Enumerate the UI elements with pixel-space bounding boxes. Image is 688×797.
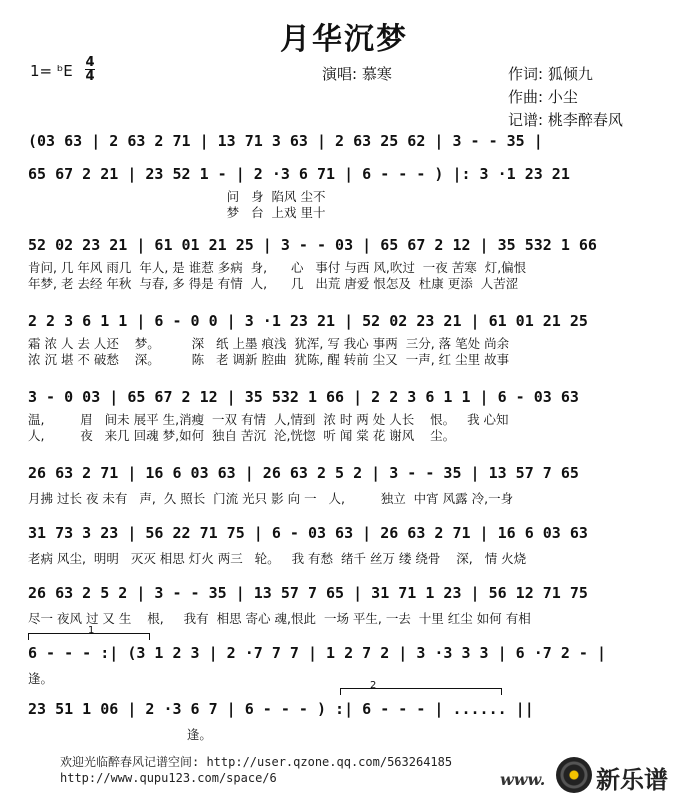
score-line (28, 642, 678, 687)
lyricist-credit: 作词: 狐倾九 (508, 65, 593, 83)
volta-1-label: 1 (88, 625, 95, 636)
lyric-verse-2: 年梦, 老 去经 年秋 与春, 多 得是 有情 人, 几 出荒 唐爱 恨怎及 杜康 更添 人苦涩 (28, 276, 519, 291)
lyric-verse-1: 月拂 过长 夜 未有 声, 久 照长 门流 光只 影 向 一 人, 独立 中宵 风露 冷,一身 (28, 491, 514, 506)
lyric-verse-1: 肯问, 几 年风 雨几 年人, 是 谁惹 多病 身, 心 事付 与西 风,吹过 一夜 苦寒 灯,偏恨 (28, 260, 527, 275)
time-signature-bottom: 4 (85, 69, 95, 84)
notation-row: 31 73 3 23 | 56 22 71 75 | 6 - 03 63 | 26 63 2 71 | 16 6 03 63 (28, 524, 588, 542)
volta-2-label: 2 (370, 680, 377, 691)
performer-credit: 演唱: 慕寒 (322, 65, 392, 83)
time-signature-top: 4 (85, 55, 95, 70)
lyric-verse-1: 逢。 (28, 671, 54, 686)
notation-row: (03 63 | 2 63 2 71 | 13 71 3 63 | 2 63 25 62 | 3 - - 35 | (28, 132, 543, 150)
lyric-verse-2: 梦 台 上戏 里十 (28, 205, 326, 220)
notation-row: 6 - - - :| (3 1 2 3 | 2 ·7 7 7 | 1 2 7 2 | 3 ·3 3 3 | 6 ·7 2 - | (28, 644, 606, 662)
watermark-www: www. (500, 770, 546, 789)
notation-row: 65 67 2 21 | 23 52 1 - | 2 ·3 6 71 | 6 - - - ) |: 3 ·1 23 21 (28, 165, 570, 183)
lyric-verse-1: 问 身 陷风 尘不 (28, 189, 326, 204)
lyric-verse-1: 温, 眉 间未 展平 生,消瘦 一双 有情 人,情到 浓 时 两 处 人长 恨。 我 心知 (28, 412, 509, 427)
notation-row: 26 63 2 5 2 | 3 - - 35 | 13 57 7 65 | 31 71 1 23 | 56 12 71 75 (28, 584, 588, 602)
notation-row: 52 02 23 21 | 61 01 21 25 | 3 - - 03 | 65 67 2 12 | 35 532 1 66 (28, 236, 597, 254)
lyric-verse-1: 逢。 (28, 727, 212, 742)
watermark-site-name: 新乐谱 (596, 766, 668, 794)
score-line (28, 386, 678, 446)
lyric-verse-1: 尽一 夜风 过 又 生 根, 我有 相思 寄心 魂,恨此 一场 平生, 一去 十里 红尘 如何 有相 (28, 611, 531, 626)
footer-qzone-link[interactable]: 欢迎光临醉春风记谱空间: http://user.qzone.qq.com/563264185 (60, 755, 453, 769)
score-line (28, 462, 678, 507)
composer-credit: 作曲: 小尘 (508, 88, 578, 106)
footer-qupu-link[interactable]: http://www.qupu123.com/space/6 (60, 771, 277, 785)
music-disc-icon (556, 757, 592, 793)
notation-row: 26 63 2 71 | 16 6 03 63 | 26 63 2 5 2 | 3 - - 35 | 13 57 7 65 (28, 464, 579, 482)
score-line (28, 234, 678, 294)
key-signature: 1= ᵇE (30, 62, 73, 80)
score-line (28, 582, 678, 627)
lyric-verse-1: 霜 浓 人 去 人还 梦。 深 纸 上墨 痕浅 犹浑, 写 我心 事两 三分, 落 笔处 尚余 (28, 336, 510, 351)
score-line (28, 310, 678, 370)
notation-row: 2 2 3 6 1 1 | 6 - 0 0 | 3 ·1 23 21 | 52 02 23 21 | 61 01 21 25 (28, 312, 588, 330)
volta-2-bracket (340, 688, 502, 695)
transcriber-credit: 记谱: 桃李醉春风 (508, 111, 623, 129)
notation-row: 3 - 0 03 | 65 67 2 12 | 35 532 1 66 | 2 2 3 6 1 1 | 6 - 03 63 (28, 388, 579, 406)
lyric-verse-1: 老病 风尘, 明明 灭灭 相思 灯火 两三 轮。 我 有愁 绪千 丝万 缕 绕骨 深, 情 火烧 (28, 551, 527, 566)
notation-row: 23 51 1 06 | 2 ·3 6 7 | 6 - - - ) :| 6 - - - | ...... || (28, 700, 534, 718)
lyric-verse-2: 人, 夜 来几 回魂 梦,如何 独自 苦沉 沦,恍惚 听 闻 棠 花 谢风 尘。 (28, 428, 456, 443)
song-title: 月华沉梦 (280, 22, 408, 57)
score-body (28, 130, 678, 742)
score-line (28, 698, 678, 743)
score-line (28, 522, 678, 567)
score-line (28, 163, 678, 223)
time-signature (85, 57, 95, 82)
lyric-verse-2: 浓 沉 堪 不 破愁 深。 陈 老 调新 腔曲 犹陈, 醒 转前 尘又 一声, 红 尘里 故事 (28, 352, 510, 367)
